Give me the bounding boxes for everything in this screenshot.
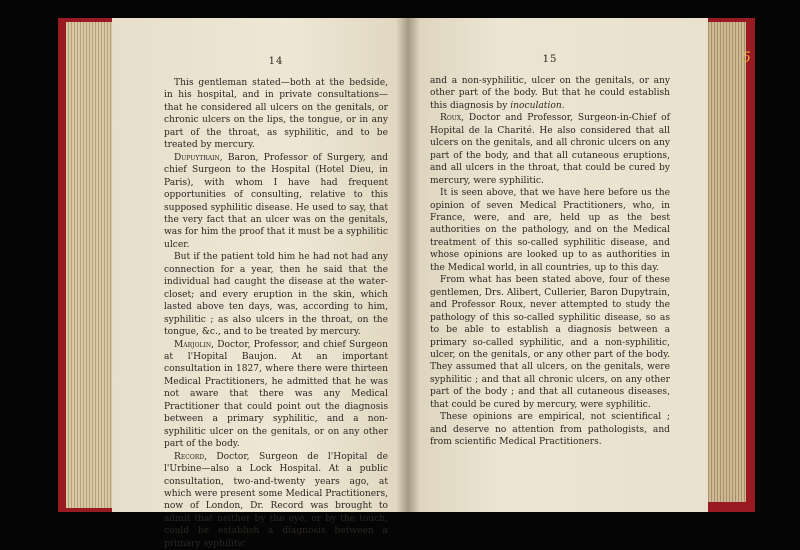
page-number-right: 15 — [542, 54, 558, 65]
left-page — [112, 18, 408, 549]
book-gutter — [396, 18, 420, 512]
name-lead: Dupuytrain, — [174, 152, 223, 163]
paragraph: and a non-syphilitic, ulcer on the genitals, or any other part of the body. But that he could establish this diagnosis by inoculation. — [430, 76, 670, 111]
name-lead: Record, — [174, 451, 207, 462]
name-lead: Roux, — [440, 113, 464, 124]
paragraph: It is seen above, that we have here before us the opinion of seven Medical Practitioners, who, in France, were, and are, held up as the best authorities on the pathology, and on the Medical treatment of this so-called syphilitic disease, and whose opinions are looked up to as authorities in the Medical world, in all countries, up to this day. — [430, 188, 670, 273]
page-edges-left — [66, 22, 118, 508]
paragraph: These opinions are empirical, not scientifical ; and deserve no attention from pathologists, and from scientific Medical Practitioners. — [430, 412, 670, 448]
paragraph: This gentleman stated—both at the bedside, in his hospital, and in private consultations—that he considered all ulcers on the genitals, or chronic ulcers on the lips, the tongue, or in any part of the throat, as syphilitic, and to be treated by mercury. — [164, 78, 388, 151]
right-page — [408, 18, 708, 512]
paragraph: Marjolin, Doctor, Professor, and chief Surgeon at l'Hopital Baujon. At an important consultation in 1827, where there were thirteen Medical Practitioners, he admitted that he was not aware that there was any Medical Practitioner that could point out the diagnosis between a primary syphilitic, and a non-syphilitic ulcer on the genitals, or on any other part of the body. — [164, 339, 388, 450]
name-lead: Marjolin, — [174, 339, 214, 350]
paragraph: But if the patient told him he had not had any connection for a year, then he said that the individual had caught the disease at the water-closet; and every eruption in the skin, which lasted above ten days, was, according to him, syphilitic ; as also ulcers in the throat, on the tongue, &c., and to be treated by mercury. — [164, 252, 388, 338]
paragraph: Record, Doctor, Surgeon de l'Hopital de l'Urbine—also a Lock Hospital. At a public consultation, two-and-twenty years ago, at which were present some Medical Practitioners, now of London, Dr. Record was brought to admit that neither by the eye, or by the touch, could he establish a diagnosis between a primary syphilitic — [164, 451, 388, 549]
paragraph: From what has been stated above, four of these gentlemen, Drs. Alibert, Cullerier, Baron Dupytrain, and Professor Roux, never attempted to study the pathology of this so-called syphilitic disease, so as to be able to establish a diagnosis between a primary so-called syphilitic, and a non-syphilitic, ulcer, on the genitals, or any other part of the body. They assumed that all ulcers, on the genitals, were syphilitic ; and that all chronic ulcers, on any other part of the body ; and that all cutaneous diseases, that could be cured by mercury, were syphilitic. — [430, 275, 670, 410]
fore-edge-mark: 5 — [742, 50, 751, 66]
page-edges-right — [706, 22, 746, 502]
paragraph: Dupuytrain, Baron, Professor of Surgery, and chief Surgeon to the Hospital (Hotel Dieu, in Paris), with whom I have had frequent opportunities of consulting, relative to this supposed syphilitic disease. He used to say, that the very fact that an ulcer was on the genitals, was for him the proof that it must be a syphilitic ulcer. — [164, 152, 388, 250]
emphasis: inoculation — [510, 100, 562, 111]
paragraph: Roux, Doctor and Professor, Surgeon-in-Chief of Hopital de la Charité. He also considered that all ulcers on the genitals, and all chronic ulcers on any part of the body, and that all cutaneous eruptions, and all ulcers in the throat, that could be cured by mercury, were syphilitic. — [430, 113, 670, 186]
page-number-left: 14 — [268, 56, 284, 67]
